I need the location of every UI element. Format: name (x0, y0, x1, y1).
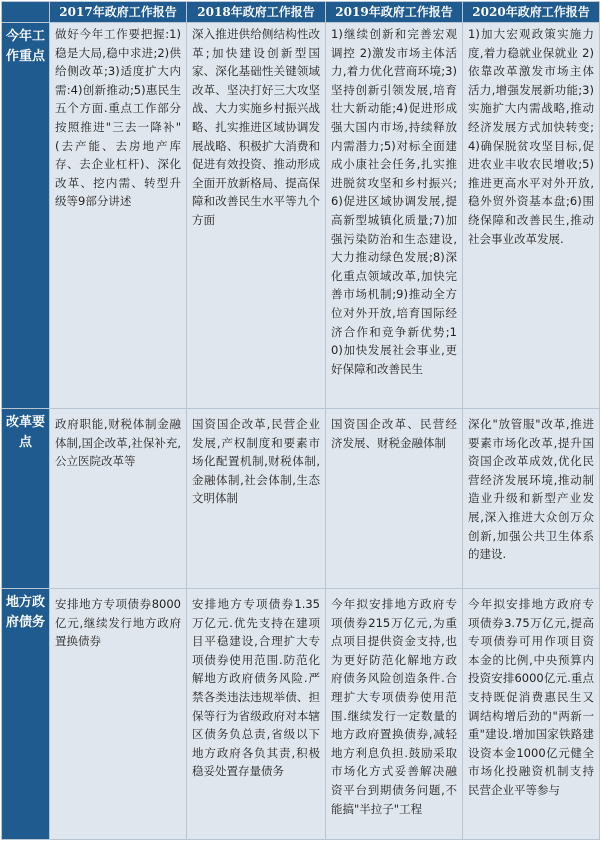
row-label-reform-points: 改革要点 (2, 409, 50, 589)
table-row (2, 589, 600, 840)
cell-2018-work-focus: 深入推进供给侧结构性改革;加快建设创新型国家、深化基础性关键领域改革、坚决打好三大攻坚战、大力实施乡村振兴战略、扎实推进区域协调发展战略、积极扩大消费和促进有效投资、推动形成全面开放新格局、提高保障和改善民生水平等九个方面 (187, 23, 326, 409)
table-row (2, 409, 600, 589)
header-2018: 2018年政府工作报告 (187, 2, 326, 23)
report-comparison-sheet (0, 1, 600, 842)
header-row (2, 2, 600, 23)
cell-2017-debt: 安排地方专项债券8000亿元,继续发行地方政府置换债券 (50, 589, 187, 840)
row-label-work-focus: 今年工作重点 (2, 23, 50, 409)
cell-2017-reform: 政府职能,财税体制金融体制,国企改革,社保补充,公立医院改革等 (50, 409, 187, 589)
cell-2018-debt: 安排地方专项债券1.35万亿元.优先支持在建项目平稳建设,合理扩大专项债券使用范围.防范化解地方政府债务风险.严禁各类违法违规举债、担保等行为省级政府对本辖区债务负总责,省级以下地方政府各负其责,积极稳妥处置存量债务 (187, 589, 326, 840)
header-2017: 2017年政府工作报告 (50, 2, 187, 23)
table-row (2, 23, 600, 409)
cell-2019-debt: 今年拟安排地方政府专项债券215万亿元,为重点项目提供资金支持,也为更好防范化解地方政府债务风险创造条件.合理扩大专项债券使用范围.继续发行一定数量的地方政府置换债券,减轻地方利息负担.鼓励采取市场化方式妥善解决融资平台到期债务问题,不能搞"半拉子"工程 (326, 589, 463, 840)
header-2020: 2020年政府工作报告 (463, 2, 600, 23)
cell-2018-reform: 国资国企改革,民营企业发展,产权制度和要素市场化配置机制,财税体制,金融体制,社会体制,生态文明体制 (187, 409, 326, 589)
cell-2020-reform: 深化"放管服"改革,推进要素市场化改革,提升国资国企改革成效,优化民营经济发展环境,推动制造业升级和新型产业发展,深入推进大众创万众创新,加强公共卫生体系的建设. (463, 409, 600, 589)
header-2019: 2019年政府工作报告 (326, 2, 463, 23)
corner-header (2, 2, 50, 23)
cell-2020-work-focus: 1)加大宏观政策实施力度,着力稳就业保就业 2)依靠改革激发市场主体活力,增强发展新功能;3)实施扩大内需战略,推动经济发展方式加快转变;4)确保脱贫攻坚目标,促进农业丰收农民增收;5)推进更高水平对外开放,稳外贸外资基本盘;6)围绕保障和改善民生,推动社会事业改革发展. (463, 23, 600, 409)
government-work-report-table (1, 1, 600, 840)
cell-2017-work-focus: 做好今年工作要把握:1)稳是大局,稳中求进;2)供给侧改革;3)适度扩大内需:4)创新推动;5)惠民生五个方面.重点工作部分按照推进"三去一降补"(去产能、去房地产库存、去企业杠杆)、深化改革、挖内需、转型升级等9部分讲述 (50, 23, 187, 409)
cell-2020-debt: 今年拟安排地方政府专项债券3.75万亿元,提高专项债券可用作项目资本金的比例,中央预算内投资安排6000亿元.重点支持既促消费惠民生又调结构增后劲的"两新一重"建设.增加国家铁路建设资本金1000亿元健全市场化投融资机制支持民营企业平等参与 (463, 589, 600, 840)
row-label-local-debt: 地方政府债务 (2, 589, 50, 840)
cell-2019-reform: 国资国企改革、民营经济发展、财税金融体制 (326, 409, 463, 589)
cell-2019-work-focus: 1)继续创新和完善宏观调控 2)激发市场主体活力,着力优化营商环境;3)坚持创新引领发展,培育壮大新动能;4)促进形成强大国内市场,持续释放内需潜力;5)对标全面建成小康社会任务,扎实推进脱贫攻坚和乡村振兴;6)促进区域协调发展,提高新型城镇化质量;7)加强污染防治和生态建设,大力推动绿色发展;8)深化重点领域改革,加快完善市场机制;9)推动全方位对外开放,培育国际经济合作和竞争新优势;10)加快发展社会事业,更好保障和改善民生 (326, 23, 463, 409)
